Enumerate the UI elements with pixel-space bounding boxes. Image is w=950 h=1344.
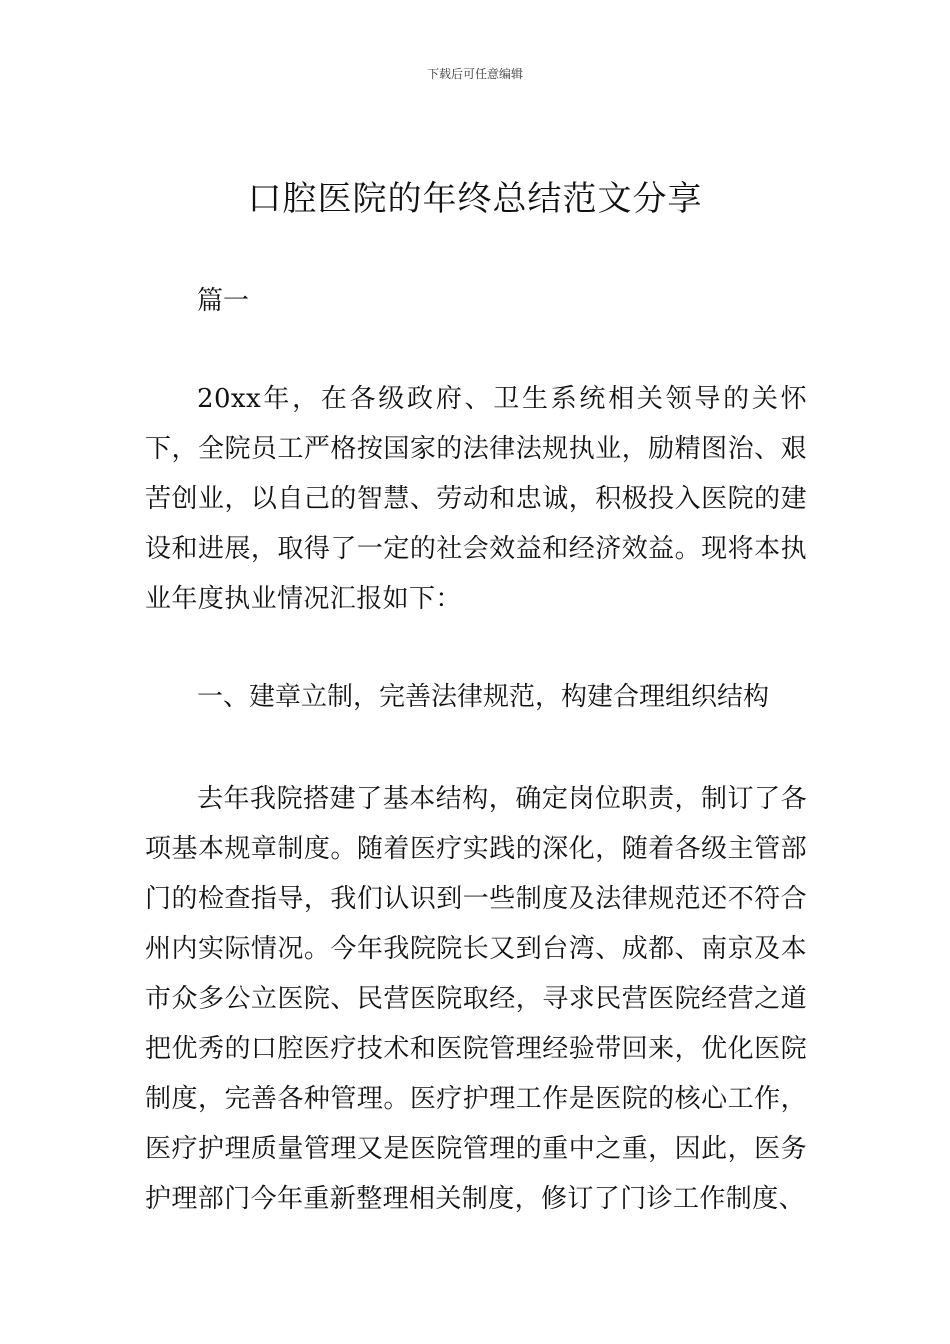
- header-note: 下载后可任意编辑: [426, 67, 523, 81]
- section-1-paragraph: 去年我院搭建了基本结构，确定岗位职责，制订了各项基本规章制度。随着医疗实践的深化，随着各级主管部门的检查指导，我们认识到一些制度及法律规范还不符合州内实际情况。今年我院院长又到台湾、成都、南京及本市众多公立医院、民营医院取经，寻求民营医院经营之道把优秀的口腔医疗技术和医院管理经验带回来，优化医院制度，完善各种管理。医疗护理工作是医院的核心工作，医疗护理质量管理又是医院管理的重中之重，因此，医务护理部门今年重新整理相关制度，修订了门诊工作制度、: [145, 784, 807, 1214]
- section-1-heading: 一、建章立制，完善法律规范，构建合理组织结构: [197, 682, 770, 712]
- part-label: 篇一: [197, 286, 250, 316]
- document-title: 口腔医院的年终总结范文分享: [247, 179, 703, 219]
- intro-paragraph: 20xx年，在各级政府、卫生系统相关领导的关怀下，全院员工严格按国家的法律法规执业，励精图治、艰苦创业，以自己的智慧、劳动和忠诚，积极投入医院的建设和进展，取得了一定的社会效益和经济效益。现将本执业年度执业情况汇报如下：: [145, 384, 807, 614]
